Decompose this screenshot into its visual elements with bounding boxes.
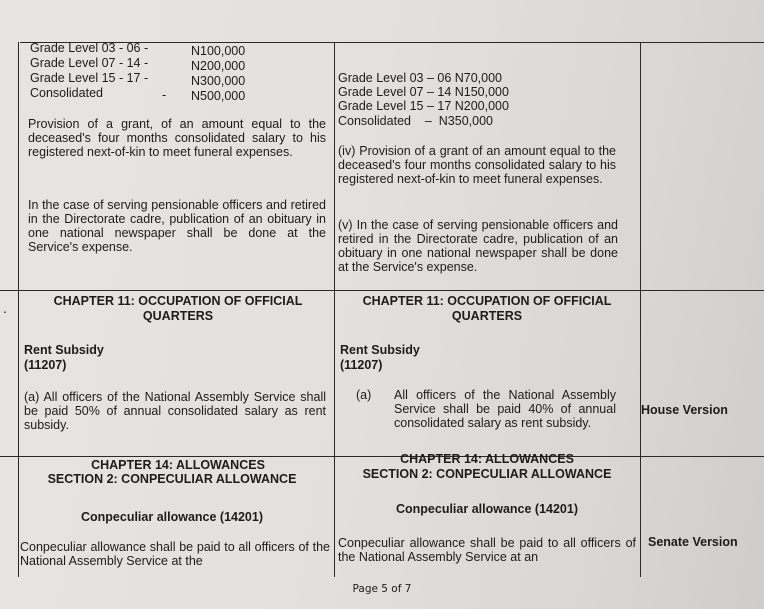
- mid-serving-paragraph: (v) In the case of serving pensionable officers and retired in the Directorate cadre, publication of an obituary in one national newspaper shall be done at the Service's expense.: [338, 218, 618, 274]
- column-divider-2: [640, 42, 641, 577]
- left-grade-amount: N200,000: [191, 59, 246, 73]
- left-chapter11-title: CHAPTER 11: OCCUPATION OF OFFICIAL: [53, 294, 303, 308]
- mid-allowance-heading: Conpeculiar allowance (14201): [395, 502, 578, 516]
- left-grade-amount: N100,000: [191, 44, 246, 58]
- left-chapter11-title-line2: QUARTERS: [142, 309, 214, 323]
- mid-chapter11-title-line2: QUARTERS: [451, 309, 523, 323]
- mid-grade-line: Grade Level 15 – 17 N200,000: [338, 99, 509, 113]
- column-divider-1: [334, 42, 335, 577]
- mid-provision-paragraph: (iv) Provision of a grant of an amount equal to the deceased's four months consolidated salary to his registered next-of-kin to meet funeral expenses.: [338, 144, 616, 186]
- left-allowance-heading: Conpeculiar allowance (14201): [80, 510, 263, 524]
- senate-version-label: Senate Version: [648, 535, 738, 549]
- left-grade-label: Grade Level 15 - 17 -: [30, 71, 149, 85]
- left-border: [18, 42, 19, 577]
- margin-mark: .: [3, 300, 7, 316]
- mid-chapter11-title: CHAPTER 11: OCCUPATION OF OFFICIAL: [362, 294, 612, 308]
- mid-rent-paragraph: All officers of the National Assembly Service shall be paid 40% of annual consolidated salary as rent subsidy.: [394, 388, 616, 430]
- left-rent-heading: Rent Subsidy: [24, 343, 104, 357]
- mid-section-title: SECTION 2: CONPECULIAR ALLOWANCE: [362, 467, 612, 481]
- left-allowance-paragraph: Conpeculiar allowance shall be paid to all officers of the National Assembly Service at the: [20, 540, 330, 568]
- page-number: Page 5 of 7: [352, 583, 412, 595]
- row-divider-1: [0, 290, 764, 291]
- mid-rent-marker: (a): [356, 388, 372, 402]
- mid-grade-line: Consolidated – N350,000: [338, 114, 493, 128]
- left-grade-amount: N300,000: [191, 74, 246, 88]
- mid-grade-line: Grade Level 07 – 14 N150,000: [338, 85, 509, 99]
- left-rent-paragraph: (a) All officers of the National Assembly Service shall be paid 50% of annual consolidated salary as rent subsidy.: [24, 390, 326, 432]
- mid-rent-code: (11207): [340, 358, 383, 372]
- house-version-label: House Version: [641, 403, 728, 417]
- mid-chapter14-title: CHAPTER 14: ALLOWANCES: [400, 452, 574, 466]
- mid-grade-line: Grade Level 03 – 06 N70,000: [338, 71, 503, 85]
- left-provision-paragraph: Provision of a grant, of an amount equal to the deceased's four months consolidated salary to his registered next-of-kin to meet funeral expenses.: [28, 117, 326, 159]
- left-grade-amount: N500,000: [191, 89, 246, 103]
- mid-rent-heading: Rent Subsidy: [340, 343, 420, 357]
- left-grade-label: Consolidated: [30, 86, 103, 100]
- left-grade-label: Grade Level 03 - 06 -: [30, 41, 149, 55]
- left-grade-dash: -: [162, 88, 167, 102]
- left-serving-paragraph: In the case of serving pensionable officers and retired in the Directorate cadre, publication of an obituary in one national newspaper shall be done at the Service's expense.: [28, 198, 326, 254]
- left-chapter14-title: CHAPTER 14: ALLOWANCES: [91, 458, 265, 472]
- mid-allowance-paragraph: Conpeculiar allowance shall be paid to all officers of the National Assembly Service at an: [338, 536, 636, 564]
- left-grade-label: Grade Level 07 - 14 -: [30, 56, 149, 70]
- left-rent-code: (11207): [24, 358, 67, 372]
- left-section-title: SECTION 2: CONPECULIAR ALLOWANCE: [47, 472, 297, 486]
